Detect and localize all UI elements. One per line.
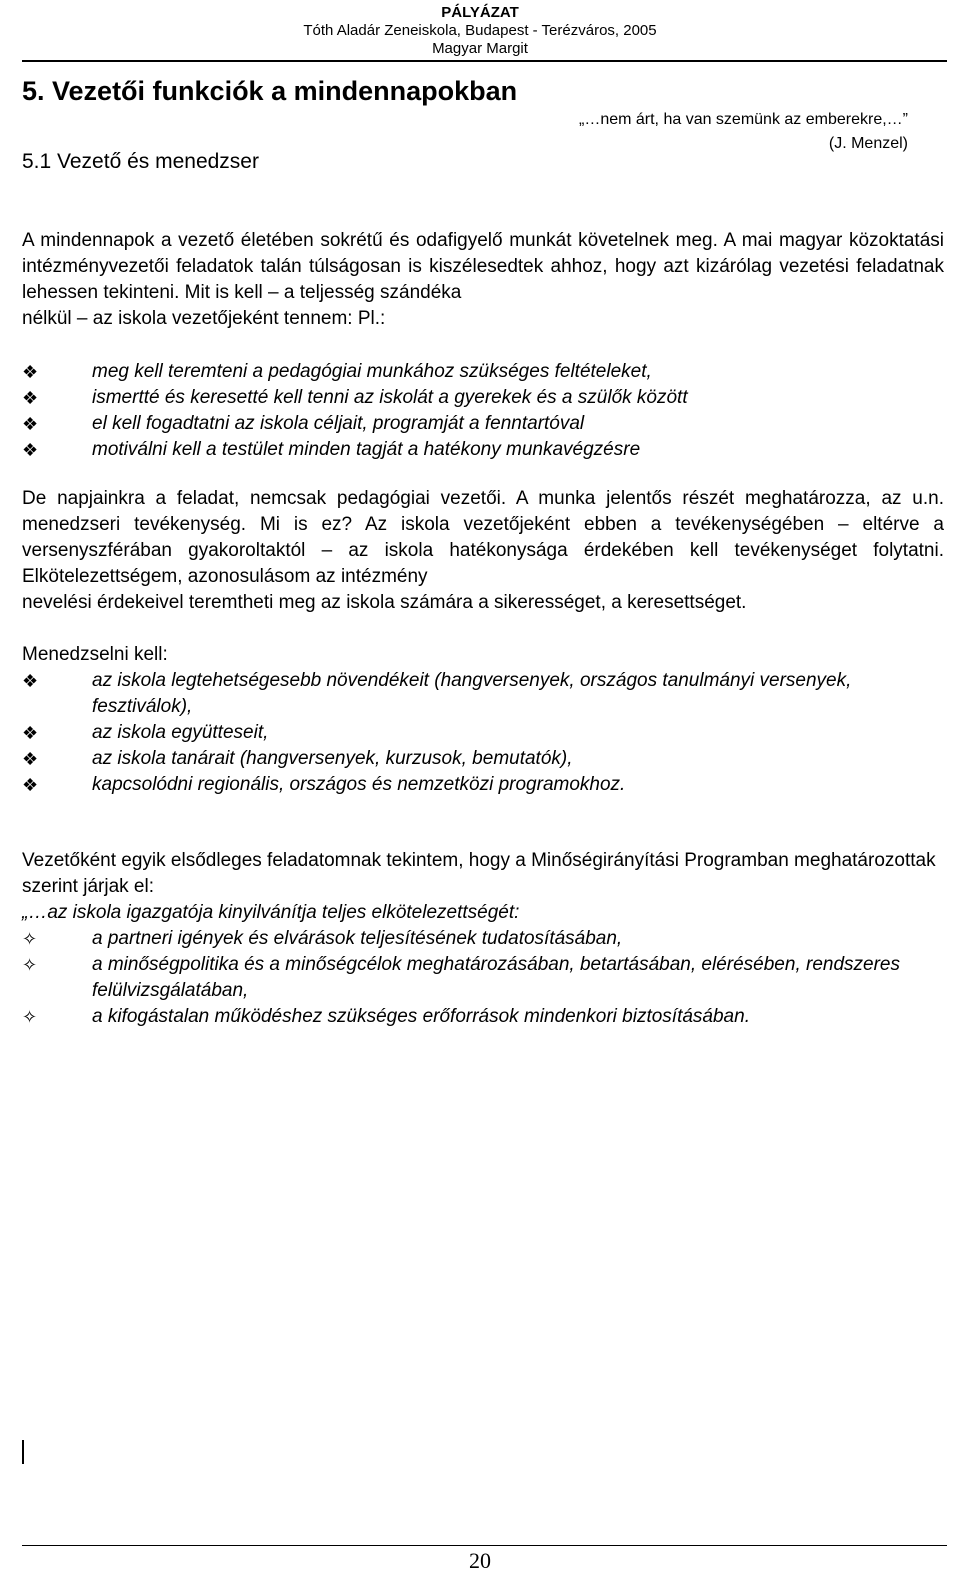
- manager-paragraph-last: nevelési érdekeivel teremtheti meg az iskola számára a sikerességet, a keresettséget.: [22, 592, 747, 613]
- list-item: [22, 385, 944, 411]
- diamond-four-icon: ❖: [22, 440, 39, 460]
- diamond-four-icon: ❖: [22, 388, 39, 408]
- list-item-text: kapcsolódni regionális, országos és nemzetközi programokhoz.: [92, 774, 626, 795]
- subsection-title-text: 5.1 Vezető és menedzser: [22, 150, 259, 173]
- footer-divider: [22, 1545, 947, 1546]
- four-point-star-icon: ✧: [22, 929, 38, 949]
- list-item-text: motiválni kell a testület minden tagját a hatékony munkavégzésre: [92, 439, 641, 460]
- manage-label: Menedzselni kell:: [22, 644, 168, 665]
- intro-paragraph: [22, 228, 944, 332]
- list-item: [22, 720, 944, 746]
- list-item: [22, 437, 944, 463]
- list-item: [22, 359, 944, 385]
- page-number: 20: [469, 1548, 491, 1573]
- list-item-text: az iskola együtteseit,: [92, 722, 269, 743]
- header-school: Tóth Aladár Zeneiskola, Budapest - Terézváros, 2005: [303, 22, 657, 39]
- list-item: [22, 668, 944, 720]
- header-divider: [22, 60, 947, 62]
- section-title: 5. Vezetői funkciók a mindennapokban: [22, 76, 518, 106]
- list-item-text: el kell fogadtatni az iskola céljait, programját a fenntartóval: [92, 413, 585, 434]
- list-item: [22, 772, 944, 798]
- bullet-list-quality: [22, 926, 944, 1030]
- manager-paragraph-body: De napjainkra a feladat, nemcsak pedagógiai vezetői. A munka jelentős részét meghatározza, az u.n. menedzseri tevékenység. Mi is ez? Az iskola vezetőjeként ebben a tevékenységében – eltérve a versenyszférában gyakoroltaktól – az iskola hatékonysága érdekében kell tevékenységet folytatni. Elkötelezettségem, azonosulásom az intézmény: [22, 488, 944, 587]
- bullet-list-tasks: [22, 359, 944, 463]
- diamond-four-icon: ❖: [22, 723, 39, 743]
- list-item-text: a minőségpolitika és a minőségcélok meghatározásában, betartásában, elérésében, rendszeres felülvizsgálatában,: [92, 954, 900, 1001]
- header-title: PÁLYÁZAT: [441, 4, 519, 21]
- quality-paragraph: Vezetőként egyik elsődleges feladatomnak tekintem, hogy a Minőségirányítási Programban meghatározottak szerint járjak el:: [22, 850, 936, 897]
- list-item-text: az iskola tanárait (hangversenyek, kurzusok, bemutatók),: [92, 748, 573, 769]
- list-item-text: az iskola legtehetségesebb növendékeit (hangversenyek, országos tanulmányi versenyek, fesztiválok),: [92, 670, 852, 717]
- text-cursor-mark: [22, 1440, 24, 1464]
- list-item-text: ismertté és keresetté kell tenni az iskolát a gyerekek és a szülők között: [92, 387, 688, 408]
- list-item: [22, 952, 944, 1004]
- diamond-four-icon: ❖: [22, 671, 39, 691]
- page-header: [280, 4, 680, 58]
- diamond-four-icon: ❖: [22, 362, 39, 382]
- diamond-four-icon: ❖: [22, 775, 39, 795]
- epigraph-quote: [528, 108, 908, 156]
- list-item-text: meg kell teremteni a pedagógiai munkához szükséges feltételeket,: [92, 361, 652, 382]
- four-point-star-icon: ✧: [22, 1007, 38, 1027]
- quote-author: (J. Menzel): [828, 135, 908, 152]
- header-author: Magyar Margit: [432, 40, 528, 57]
- manager-paragraph: [22, 486, 944, 616]
- list-item: [22, 926, 944, 952]
- bullet-list-manage: [22, 668, 944, 798]
- list-item-text: a kifogástalan működéshez szükséges erőforrások mindenkori biztosításában.: [92, 1006, 750, 1027]
- quote-text: „…nem árt, ha van szemünk az emberekre,…”: [578, 111, 908, 128]
- list-item: [22, 746, 944, 772]
- intro-paragraph-last: nélkül – az iskola vezetőjeként tennem: Pl.:: [22, 308, 386, 329]
- quality-quote-intro: „…az iskola igazgatója kinyilvánítja teljes elkötelezettségét:: [22, 902, 520, 923]
- subsection-title: [22, 150, 259, 174]
- diamond-four-icon: ❖: [22, 749, 39, 769]
- list-item: [22, 411, 944, 437]
- diamond-four-icon: ❖: [22, 414, 39, 434]
- four-point-star-icon: ✧: [22, 955, 38, 975]
- list-item-text: a partneri igények és elvárások teljesítésének tudatosításában,: [92, 928, 623, 949]
- intro-paragraph-body: A mindennapok a vezető életében sokrétű és odafigyelő munkát követelnek meg. A mai magyar közoktatási intézményvezetői feladatok talán túlságosan is kiszélesedtek ahhoz, hogy azt kizárólag vezetési feladatnak lehessen tekinteni. Mit is kell – a teljesség szándéka: [22, 230, 944, 303]
- list-item: [22, 1004, 944, 1030]
